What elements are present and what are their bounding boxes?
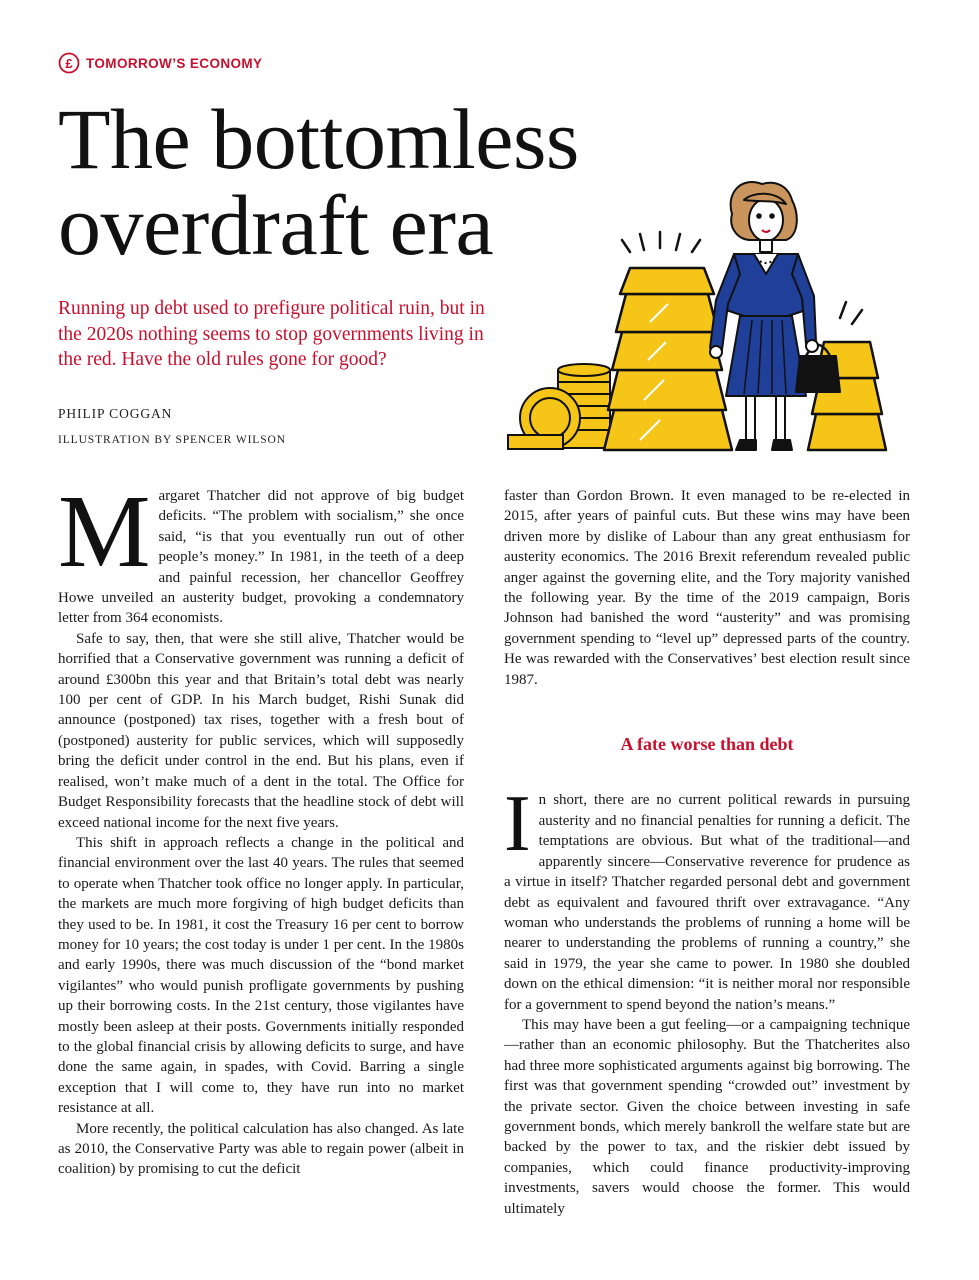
article-paragraph: Margaret Thatcher did not approve of big budget deficits. “The problem with socialism,” she once said, “is that you eventually run out of other people’s money.” In 1981, in the teeth of a deep and painful recession, her chancellor Geoffrey Howe unveiled an austerity budget, provoking a condemnatory letter from 364 economists. [58,474,464,627]
article-paragraph: More recently, the political calculation has also changed. As late as 2010, the Conservative Party was able to regain power (albeit in coalition) by promising to cut the deficit [58,1120,464,1178]
section-subheading: A fate worse than debt [620,734,794,755]
gold-bars-illustration [500,170,900,455]
drop-cap: M [58,474,151,589]
headline-line-2: overdraft era [58,177,494,273]
article-column-right [504,486,910,1219]
headline-line-1: The bottomless [58,91,579,187]
svg-text:£: £ [65,56,73,71]
article-column-left [58,474,464,1180]
illustration-credit: ILLUSTRATION BY SPENCER WILSON [58,434,286,446]
article-paragraph: Safe to say, then, that were she still alive, Thatcher would be horrified that a Conservative government was running a deficit of around £300bn this year and that Britain’s total debt was nearly 100 per cent of GDP. In his March budget, Rishi Sunak did announce (postponed) tax rises, together with a fresh bout of (postponed) austerity for public services, which will supposedly bring the deficit under control in the end. But his plans, even if realised, won’t make much of a dent in the total. The Office for Budget Responsibility forecasts that the headline stock of debt will exceed national income for the next five years. [58,630,464,831]
section-tag [58,52,262,74]
gold-bar-stack [604,268,732,450]
section-label: TOMORROW’S ECONOMY [86,55,263,71]
pound-sign-icon [58,52,80,74]
article-paragraph: faster than Gordon Brown. It even managed to be re-elected in 2015, after years of painful cuts. But these wins may have been driven more by dislike of Labour than any great enthusiasm for austerity economics. The 2016 Brexit referendum revealed public anger against the governing elite, and the Tory majority vanished the following year. By the time of the 2019 campaign, Boris Johnson had banished the word “austerity” and was promising government spending to “level up” depressed parts of the country. He was rewarded with the Conservatives’ best election result since 1987. [504,488,910,688]
article-paragraph: This shift in approach reflects a change in the political and financial environment over the last 40 years. The rules that seemed to operate when Thatcher took office no longer apply. In particular, the markets are much more forgiving of high budget deficits than they used to be. In 1981, it cost the Treasury 16 per cent to borrow money for 10 years; the cost today is under 1 per cent. In the 1980s and early 1990s, there was much discussion of the “bond market vigilantes” who would punish profligate governments by pushing up their borrowing costs. In the 21st century, those vigilantes have mostly been asleep at their posts. Governments initially responded to the global financial crisis by allowing deficits to surge, and have done the same again, in spades, with Covid. Barring a single exception that I will come to, they have run into no market resistance at all. [58,834,464,1117]
article-paragraph: This may have been a gut feeling—or a campaigning technique—rather than an economic philosophy. But the Thatcherites also had three more sophisticated arguments against big borrowing. The first was that government spending “crowded out” investment by the private sector. Given the choice between investing in safe government bonds, which merely bankroll the welfare state but are backed by the power to tax, and the riskier debt issued by companies, which could finance productivity-improving investments, savers would choose the former. This would ultimately [504,1016,910,1217]
standfirst: Running up debt used to prefigure political ruin, but in the 2020s nothing seems to stop governments living in the red. Have the old rules gone for good? [58,298,485,370]
drop-cap: I [504,780,531,869]
byline: PHILIP COGGAN [58,406,173,421]
article-paragraph: In short, there are no current political rewards in pursuing austerity and no financial penalties for running a deficit. The temptations are obvious. But what of the traditional—and apparently sincere—Conservative reverence for prudence as a virtue in itself? Thatcher regarded personal debt and government debt as equivalent and favoured thrift over extravagance. “Any woman who understands the problems of running a home will be nearer to understanding the problems of running a country,” she said in 1979, the year she came to power. In 1980 she doubled down on the ethical dimension: “it is neither moral nor responsible for a government to spend beyond the nation’s means.” [504,780,910,1013]
